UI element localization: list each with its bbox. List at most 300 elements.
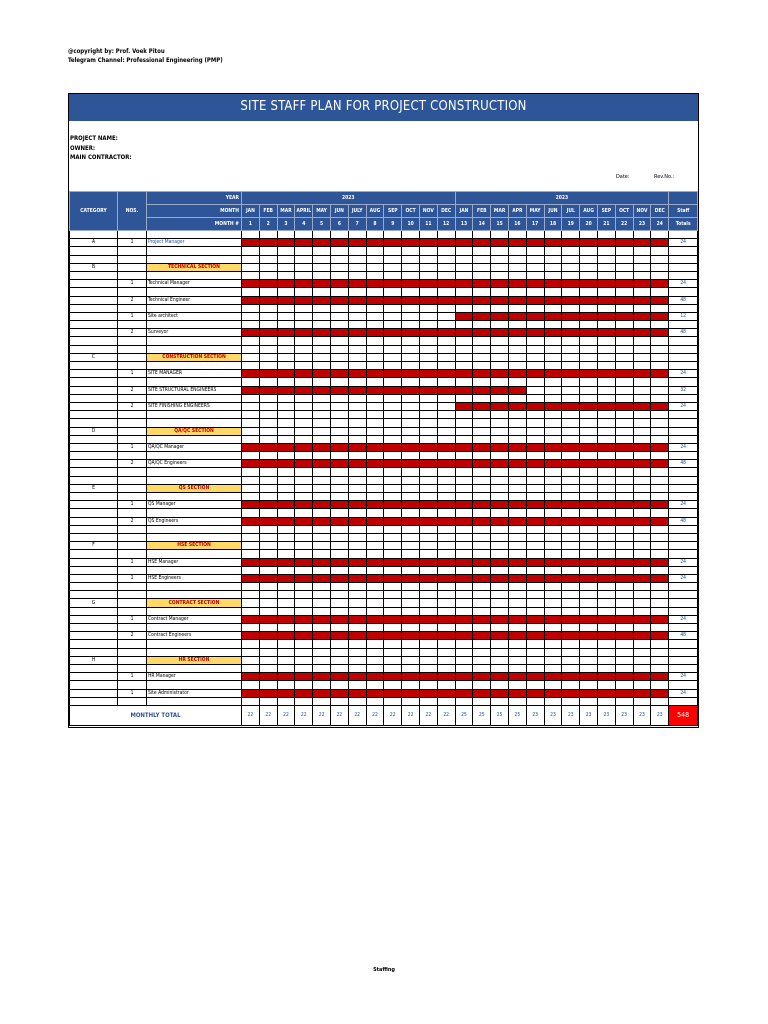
empty-cell [526, 345, 544, 353]
empty-cell [313, 312, 331, 320]
empty-cell [313, 583, 331, 591]
empty-cell [437, 640, 455, 648]
allocation-bar-cell [437, 689, 455, 697]
empty-cell [508, 247, 526, 255]
empty-cell [455, 271, 473, 279]
empty-cell [70, 247, 118, 255]
allocation-bar-cell [544, 615, 562, 623]
empty-cell [366, 247, 384, 255]
empty-cell [348, 599, 366, 607]
empty-cell [669, 255, 698, 263]
empty-cell [508, 533, 526, 541]
empty-cell [597, 509, 615, 517]
empty-cell [313, 263, 331, 271]
staff-total: 24 [669, 370, 698, 378]
allocation-bar-cell [526, 517, 544, 525]
empty-cell [562, 476, 580, 484]
empty-cell [633, 321, 651, 329]
empty-cell [419, 640, 437, 648]
allocation-bar-cell [597, 574, 615, 582]
empty-cell [242, 591, 260, 599]
empty-cell [473, 476, 491, 484]
allocation-bar-cell [508, 239, 526, 247]
allocation-bar-cell [491, 296, 509, 304]
empty-cell [508, 484, 526, 492]
empty-cell [437, 656, 455, 664]
allocation-bar-cell [597, 402, 615, 410]
allocation-bar-cell [508, 296, 526, 304]
allocation-bar-cell [348, 673, 366, 681]
empty-cell [615, 583, 633, 591]
empty-cell [455, 345, 473, 353]
allocation-bar-cell [615, 574, 633, 582]
empty-cell [402, 468, 420, 476]
empty-cell [348, 271, 366, 279]
empty-cell [313, 427, 331, 435]
allocation-bar-cell [313, 329, 331, 337]
allocation-bar-cell [473, 329, 491, 337]
allocation-bar-cell [259, 574, 277, 582]
allocation-bar-cell [526, 329, 544, 337]
monthly-total-value: 22 [330, 705, 348, 725]
allocation-bar-cell [277, 558, 295, 566]
empty-cell [580, 591, 598, 599]
allocation-bar-cell [295, 615, 313, 623]
empty-cell [70, 468, 118, 476]
empty-cell [330, 247, 348, 255]
empty-cell [419, 550, 437, 558]
empty-cell [508, 452, 526, 460]
month-number: 3 [277, 218, 295, 231]
empty-cell [437, 591, 455, 599]
monthly-total-value: 22 [242, 705, 260, 725]
allocation-bar-cell [633, 312, 651, 320]
role-name: HR Manager [147, 673, 242, 681]
empty-cell [633, 255, 651, 263]
role-name: QS Manager [147, 501, 242, 509]
allocation-bar-cell [330, 280, 348, 288]
empty-cell [473, 468, 491, 476]
allocation-bar-cell [259, 280, 277, 288]
empty-cell [597, 263, 615, 271]
empty-cell [402, 345, 420, 353]
staff-total: 48 [669, 329, 698, 337]
empty-cell [348, 509, 366, 517]
staff-total: 12 [669, 312, 698, 320]
empty-cell [330, 509, 348, 517]
empty-cell [277, 271, 295, 279]
empty-cell [615, 263, 633, 271]
allocation-bar-cell [580, 296, 598, 304]
staff-row [70, 386, 698, 394]
empty-cell [366, 353, 384, 361]
empty-cell [615, 419, 633, 427]
allocation-bar-cell [384, 558, 402, 566]
empty-cell [70, 681, 118, 689]
allocation-bar-cell [437, 370, 455, 378]
staff-row [70, 632, 698, 640]
staff-total: 24 [669, 402, 698, 410]
empty-cell [437, 542, 455, 550]
empty-cell [384, 607, 402, 615]
empty-cell [419, 271, 437, 279]
empty-cell [242, 402, 260, 410]
spacer-row [70, 640, 698, 648]
empty-cell [473, 493, 491, 501]
empty-cell [118, 533, 147, 541]
empty-cell [330, 599, 348, 607]
empty-cell [544, 247, 562, 255]
empty-cell [330, 288, 348, 296]
allocation-bar-cell [348, 329, 366, 337]
role-name: HSE Engineers [147, 574, 242, 582]
empty-cell [295, 624, 313, 632]
empty-cell [259, 533, 277, 541]
empty-cell [70, 493, 118, 501]
empty-cell [491, 288, 509, 296]
empty-cell [348, 648, 366, 656]
allocation-bar-cell [366, 239, 384, 247]
allocation-bar-cell [437, 329, 455, 337]
empty-cell [580, 681, 598, 689]
empty-cell [473, 607, 491, 615]
allocation-bar-cell [473, 632, 491, 640]
empty-cell [544, 378, 562, 386]
allocation-bar-cell [562, 689, 580, 697]
header-row-year [70, 192, 698, 205]
empty-cell [118, 362, 147, 370]
staff-row [70, 370, 698, 378]
empty-cell [330, 435, 348, 443]
empty-cell [669, 321, 698, 329]
staff-count: 2 [118, 517, 147, 525]
allocation-bar-cell [491, 370, 509, 378]
empty-cell [437, 452, 455, 460]
allocation-bar-cell [526, 239, 544, 247]
empty-cell [366, 509, 384, 517]
empty-cell [118, 435, 147, 443]
month-number: 22 [615, 218, 633, 231]
spacer-row [70, 533, 698, 541]
empty-cell [633, 378, 651, 386]
empty-cell [242, 427, 260, 435]
empty-cell [70, 607, 118, 615]
allocation-bar-cell [473, 558, 491, 566]
allocation-bar-cell [402, 501, 420, 509]
empty-cell [384, 337, 402, 345]
category-letter [70, 501, 118, 509]
empty-cell [419, 419, 437, 427]
monthly-total-value: 23 [562, 705, 580, 725]
allocation-bar-cell [597, 329, 615, 337]
empty-cell [366, 402, 384, 410]
empty-cell [633, 468, 651, 476]
staff-count: 1 [118, 673, 147, 681]
empty-cell [473, 271, 491, 279]
empty-cell [544, 493, 562, 501]
empty-cell [455, 648, 473, 656]
empty-cell [491, 435, 509, 443]
empty-cell [597, 476, 615, 484]
empty-cell [366, 583, 384, 591]
allocation-bar-cell [402, 296, 420, 304]
allocation-bar-cell [437, 296, 455, 304]
empty-cell [402, 640, 420, 648]
empty-cell [437, 624, 455, 632]
empty-cell [508, 394, 526, 402]
sheet-title: SITE STAFF PLAN FOR PROJECT CONSTRUCTION [69, 94, 698, 121]
empty-cell [348, 533, 366, 541]
allocation-bar-cell [597, 280, 615, 288]
empty-cell [402, 353, 420, 361]
empty-cell [615, 664, 633, 672]
allocation-bar-cell [473, 460, 491, 468]
spacer-row [70, 247, 698, 255]
allocation-bar-cell [295, 501, 313, 509]
allocation-bar-cell [277, 574, 295, 582]
allocation-bar-cell [491, 239, 509, 247]
empty-cell [544, 394, 562, 402]
spacer-row [70, 378, 698, 386]
empty-cell [384, 247, 402, 255]
allocation-bar-cell [508, 329, 526, 337]
empty-cell [147, 394, 242, 402]
empty-cell [491, 607, 509, 615]
allocation-bar-cell [455, 370, 473, 378]
empty-cell [384, 648, 402, 656]
allocation-bar-cell [473, 386, 491, 394]
empty-cell [562, 255, 580, 263]
allocation-bar-cell [259, 615, 277, 623]
month-number: 11 [419, 218, 437, 231]
empty-cell [147, 664, 242, 672]
empty-cell [277, 493, 295, 501]
empty-cell [544, 591, 562, 599]
allocation-bar-cell [615, 312, 633, 320]
empty-cell [473, 321, 491, 329]
allocation-bar-cell [633, 558, 651, 566]
staff-count: 1 [118, 370, 147, 378]
allocation-bar-cell [384, 370, 402, 378]
staff-row [70, 517, 698, 525]
allocation-bar-cell [348, 615, 366, 623]
empty-cell [633, 624, 651, 632]
empty-cell [437, 247, 455, 255]
empty-cell [633, 566, 651, 574]
month-number: 24 [651, 218, 669, 231]
empty-cell [259, 288, 277, 296]
empty-cell [70, 378, 118, 386]
empty-cell [242, 624, 260, 632]
empty-cell [70, 550, 118, 558]
empty-cell [313, 566, 331, 574]
empty-cell [615, 411, 633, 419]
spacer-row [70, 681, 698, 689]
empty-cell [491, 427, 509, 435]
empty-cell [313, 550, 331, 558]
allocation-bar-cell [437, 632, 455, 640]
empty-cell [330, 312, 348, 320]
empty-cell [295, 533, 313, 541]
category-letter: F [70, 542, 118, 550]
empty-cell [437, 288, 455, 296]
empty-cell [544, 640, 562, 648]
empty-cell [70, 411, 118, 419]
empty-cell [615, 550, 633, 558]
empty-cell [508, 583, 526, 591]
allocation-bar-cell [562, 460, 580, 468]
empty-cell [526, 468, 544, 476]
allocation-bar-cell [526, 558, 544, 566]
allocation-bar-cell [402, 386, 420, 394]
empty-cell [384, 566, 402, 574]
empty-cell [277, 484, 295, 492]
empty-cell [313, 648, 331, 656]
allocation-bar-cell [348, 386, 366, 394]
empty-cell [402, 697, 420, 705]
empty-cell [366, 419, 384, 427]
empty-cell [455, 566, 473, 574]
empty-cell [242, 419, 260, 427]
empty-cell [580, 362, 598, 370]
allocation-bar-cell [491, 501, 509, 509]
empty-cell [384, 288, 402, 296]
empty-cell [384, 599, 402, 607]
allocation-bar-cell [473, 615, 491, 623]
allocation-bar-cell [580, 517, 598, 525]
empty-cell [508, 591, 526, 599]
empty-cell [419, 452, 437, 460]
empty-cell [526, 566, 544, 574]
empty-cell [526, 435, 544, 443]
empty-cell [242, 681, 260, 689]
staff-total: 32 [669, 386, 698, 394]
empty-cell [473, 583, 491, 591]
empty-cell [597, 411, 615, 419]
empty-cell [526, 378, 544, 386]
empty-cell [118, 493, 147, 501]
allocation-bar-cell [597, 632, 615, 640]
empty-cell [242, 288, 260, 296]
empty-cell [366, 288, 384, 296]
empty-cell [544, 583, 562, 591]
empty-cell [508, 411, 526, 419]
empty-cell [669, 476, 698, 484]
staff-row [70, 296, 698, 304]
empty-cell [118, 599, 147, 607]
allocation-bar-cell [330, 632, 348, 640]
month-number: 16 [508, 218, 526, 231]
allocation-bar-cell [508, 460, 526, 468]
allocation-bar-cell [277, 632, 295, 640]
empty-cell [147, 550, 242, 558]
contractor-label: MAIN CONTRACTOR: [70, 154, 132, 161]
empty-cell [651, 386, 669, 394]
empty-cell [277, 656, 295, 664]
allocation-bar-cell [330, 296, 348, 304]
empty-cell [259, 493, 277, 501]
monthly-total-value: 22 [295, 705, 313, 725]
empty-cell [473, 435, 491, 443]
empty-cell [419, 656, 437, 664]
staff-row [70, 329, 698, 337]
allocation-bar-cell [508, 370, 526, 378]
empty-cell [70, 362, 118, 370]
allocation-bar-cell [651, 460, 669, 468]
empty-cell [633, 288, 651, 296]
empty-cell [118, 681, 147, 689]
allocation-bar-cell [242, 460, 260, 468]
allocation-bar-cell [455, 312, 473, 320]
empty-cell [580, 493, 598, 501]
empty-cell [348, 656, 366, 664]
empty-cell [473, 566, 491, 574]
empty-cell [118, 231, 147, 239]
empty-cell [295, 484, 313, 492]
empty-cell [277, 640, 295, 648]
monthly-total-value: 23 [651, 705, 669, 725]
month-number: 1 [242, 218, 260, 231]
empty-cell [242, 271, 260, 279]
allocation-bar-cell [562, 296, 580, 304]
empty-cell [491, 648, 509, 656]
empty-cell [491, 271, 509, 279]
empty-cell [402, 304, 420, 312]
empty-cell [651, 362, 669, 370]
empty-cell [259, 304, 277, 312]
allocation-bar-cell [651, 632, 669, 640]
empty-cell [526, 288, 544, 296]
allocation-bar-cell [242, 517, 260, 525]
empty-cell [384, 640, 402, 648]
empty-cell [147, 624, 242, 632]
empty-cell [242, 304, 260, 312]
empty-cell [419, 255, 437, 263]
allocation-bar-cell [259, 239, 277, 247]
empty-cell [419, 599, 437, 607]
empty-cell [147, 362, 242, 370]
allocation-bar-cell [295, 443, 313, 451]
empty-cell [259, 566, 277, 574]
empty-cell [242, 583, 260, 591]
allocation-bar-cell [366, 443, 384, 451]
monthly-total-value: 22 [437, 705, 455, 725]
allocation-bar-cell [491, 673, 509, 681]
empty-cell [419, 583, 437, 591]
month-label: MONTH [147, 205, 242, 218]
allocation-bar-cell [277, 517, 295, 525]
empty-cell [402, 525, 420, 533]
empty-cell [669, 583, 698, 591]
staff-count: 1 [118, 558, 147, 566]
empty-cell [580, 664, 598, 672]
month-header: SEP [597, 205, 615, 218]
empty-cell [669, 468, 698, 476]
empty-cell [147, 583, 242, 591]
empty-cell [295, 353, 313, 361]
empty-cell [437, 664, 455, 672]
empty-cell [348, 255, 366, 263]
allocation-bar-cell [295, 558, 313, 566]
empty-cell [330, 697, 348, 705]
empty-cell [669, 304, 698, 312]
category-letter [70, 296, 118, 304]
month-header: FEB [473, 205, 491, 218]
allocation-bar-cell [544, 558, 562, 566]
empty-cell [277, 566, 295, 574]
empty-cell [259, 681, 277, 689]
empty-cell [437, 419, 455, 427]
